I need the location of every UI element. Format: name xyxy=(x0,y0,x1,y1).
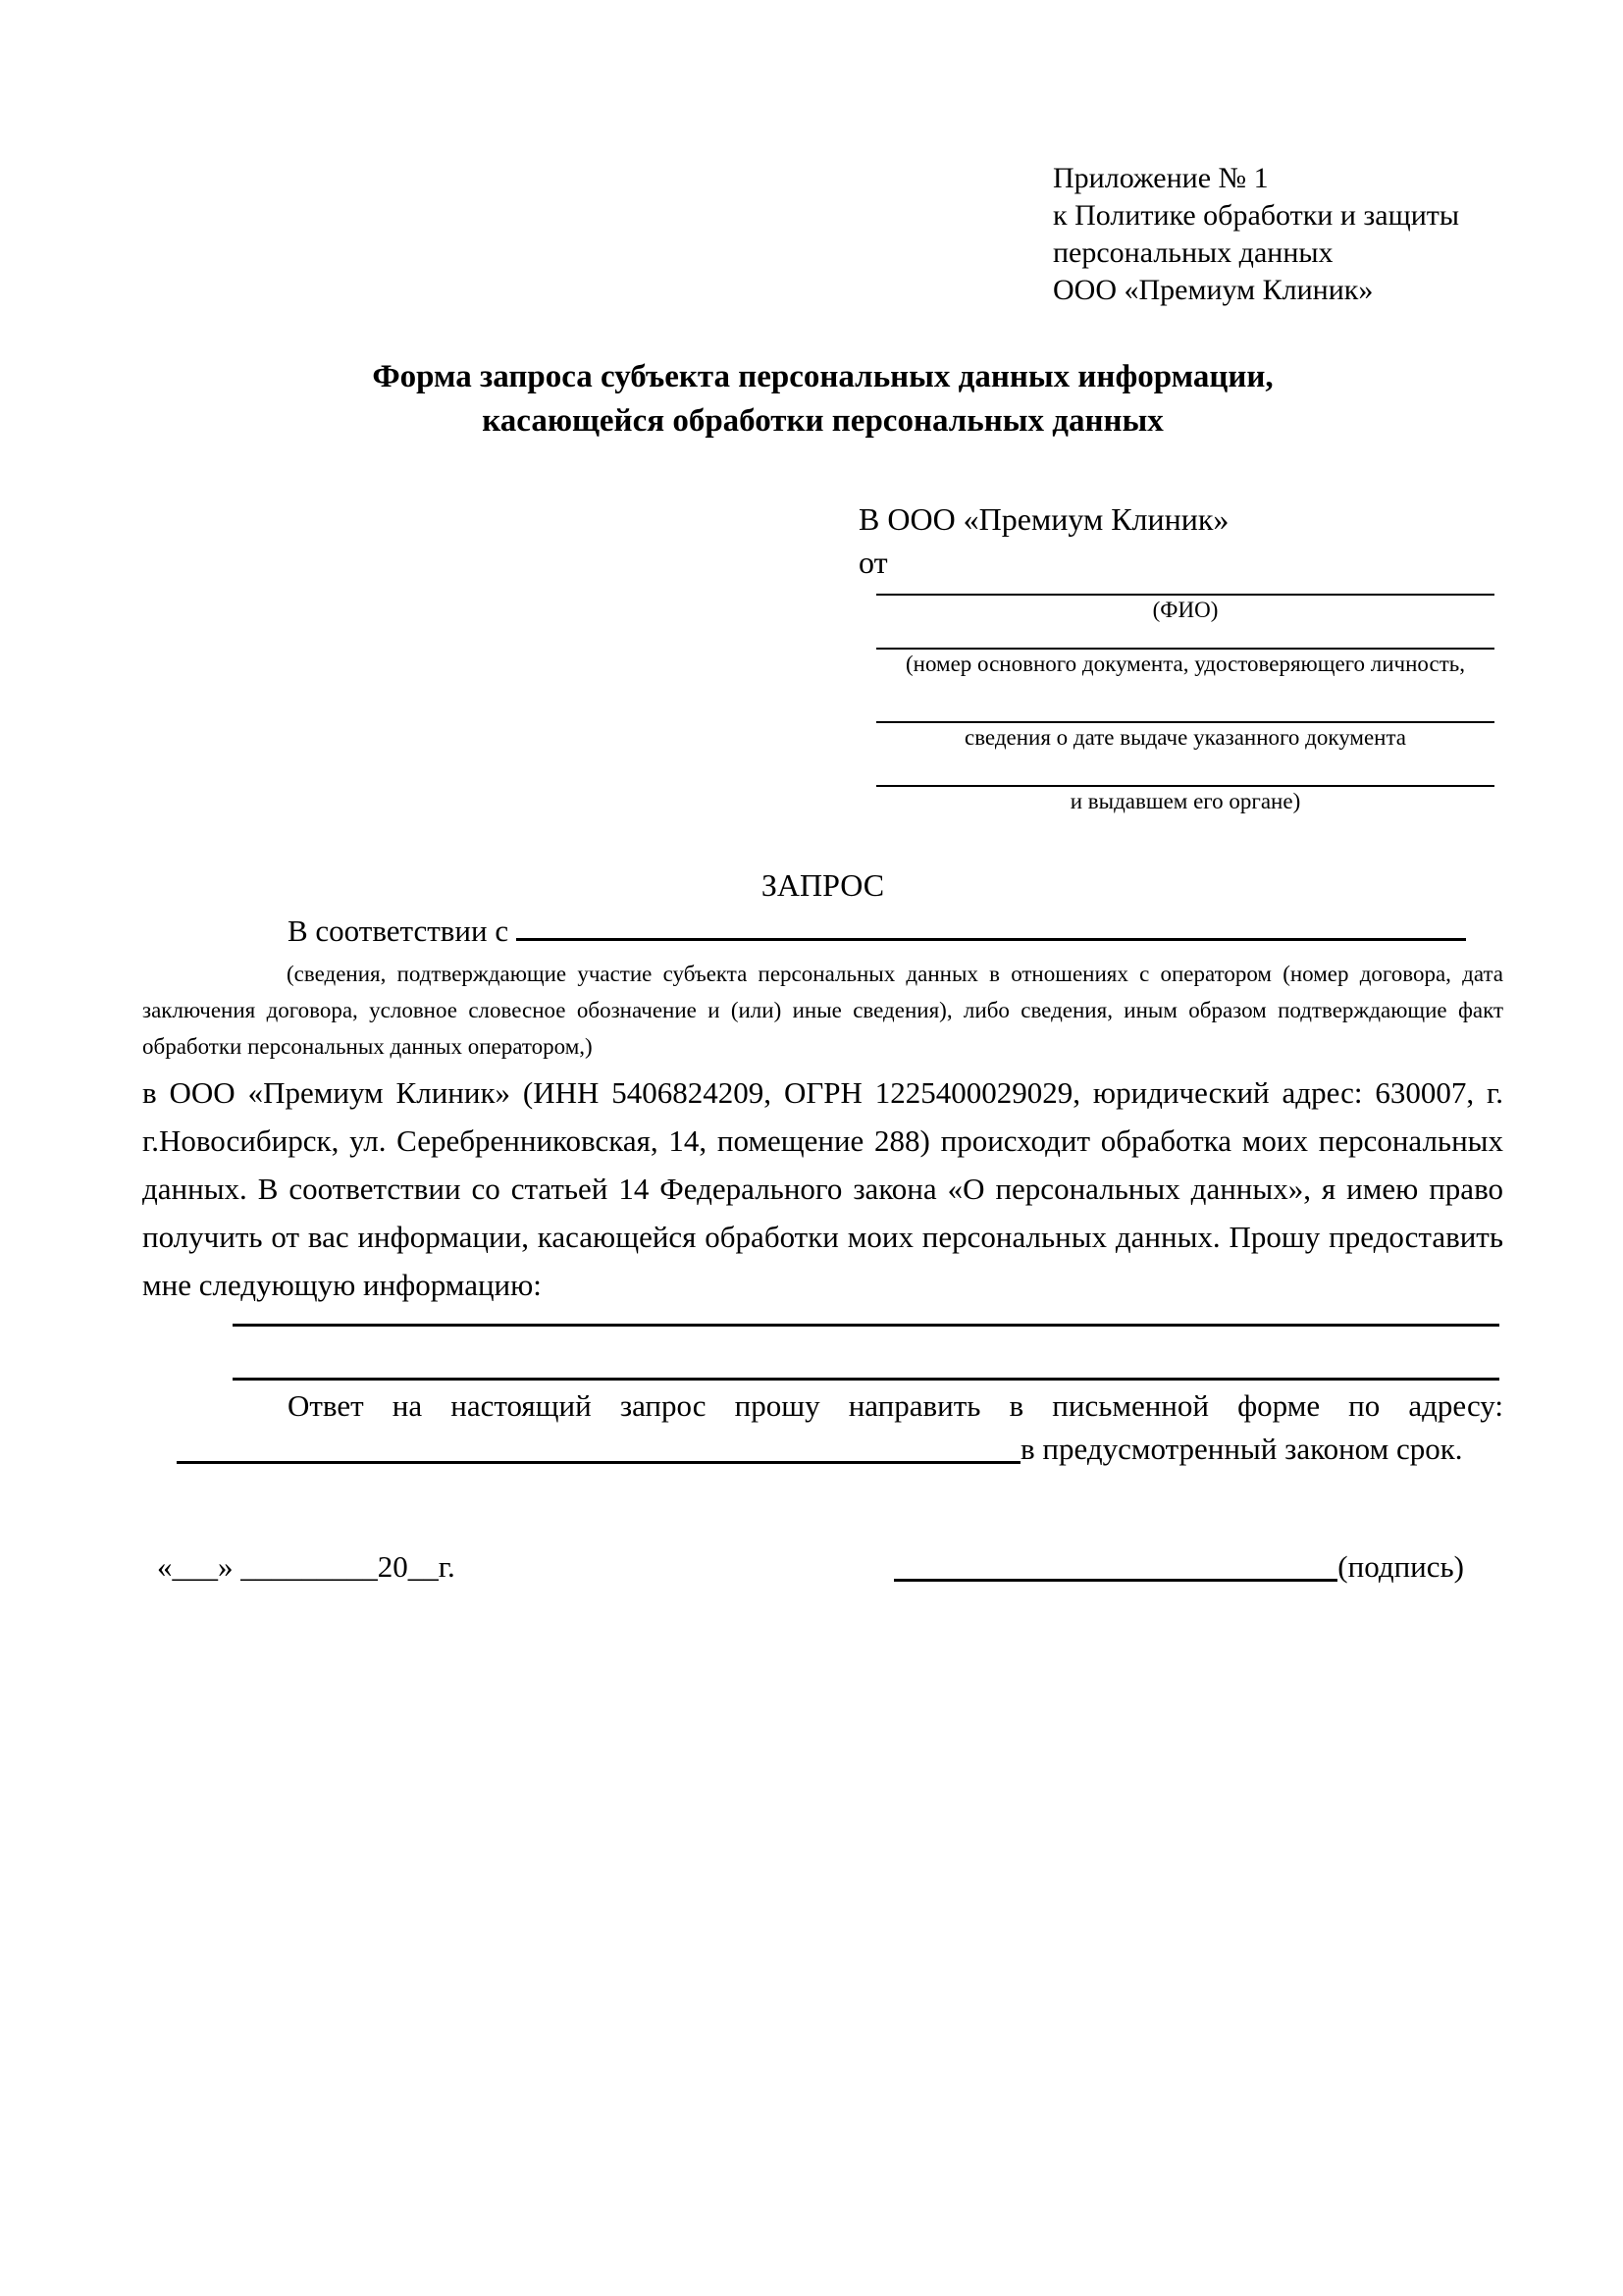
reply-suffix: в предусмотренный законом срок. xyxy=(1021,1432,1463,1466)
signature-caption: (подпись) xyxy=(1337,1549,1464,1584)
fio-caption: (ФИО) xyxy=(1152,598,1219,622)
issue-date-field xyxy=(876,679,1494,753)
accordance-line xyxy=(142,909,1503,954)
signature-group xyxy=(894,1546,1464,1588)
id-document-fill-line xyxy=(876,625,1494,650)
signature-fill-line xyxy=(894,1576,1337,1582)
annex-line: Приложение № 1 xyxy=(1053,162,1269,194)
fine-print-note: (сведения, подтверждающие участие субъекта персональных данных в отношениях с оператором (номер договора, дата заключения договора, условное словесное обозначение и (или) иные сведения), либо сведения, иным образом подтверждающие факт обработки персональных данных оператором,) xyxy=(142,962,1503,1059)
reply-instruction-line: Ответ на настоящий запрос прошу направить в письменной форме по адресу: xyxy=(288,1388,1503,1423)
request-heading: ЗАПРОС xyxy=(760,867,885,903)
annex-line: персональных данных xyxy=(1053,236,1334,269)
fio-fill-line xyxy=(876,584,1494,596)
address-fill-line xyxy=(177,1458,1021,1464)
information-fill-line-2 xyxy=(233,1327,1499,1381)
fio-field xyxy=(876,584,1494,625)
addressee-block xyxy=(859,497,1494,816)
document-title-line1: Форма запроса субъекта персональных данных информации, xyxy=(372,359,1274,394)
issuing-authority-field xyxy=(876,753,1494,816)
id-document-caption: (номер основного документа, удостоверяющего личность, xyxy=(905,652,1465,676)
annex-line: ООО «Премиум Клиник» xyxy=(1053,274,1374,306)
id-document-field xyxy=(876,625,1494,679)
issuing-authority-fill-line xyxy=(876,753,1494,787)
annex-line: к Политике обработки и защиты xyxy=(1053,199,1460,232)
addressee-to: В ООО «Премиум Клиник» xyxy=(859,501,1230,537)
addressee-from-label: от xyxy=(859,545,888,580)
accordance-prefix: В соответствии с xyxy=(288,913,509,948)
footer-row xyxy=(142,1546,1503,1588)
document-title-line2: касающейся обработки персональных данных xyxy=(482,403,1164,439)
request-body-paragraph: в ООО «Премиум Клиник» (ИНН 5406824209, ОГРН 1225400029029, юридический адрес: 630007, г. г.Новосибирск, ул. Серебренниковская, 14, помещение 288) происходит обработка моих персональных данных. В соответствии со статьей 14 Федерального закона «О персональных данных», я имею право получить от вас информации, касающейся обработки моих персональных данных. Прошу предоставить мне следующую информацию: xyxy=(142,1075,1503,1302)
issuing-authority-caption: и выдавшем его органе) xyxy=(1070,789,1301,813)
accordance-fill-line xyxy=(516,938,1466,941)
date-fill-line: «___» _________20__г. xyxy=(157,1549,455,1584)
document-title xyxy=(142,355,1503,444)
issue-date-fill-line xyxy=(876,679,1494,723)
reply-address-line xyxy=(177,1429,1503,1470)
information-fill-line-1 xyxy=(233,1309,1499,1327)
issue-date-caption: сведения о дате выдаче указанного документа xyxy=(964,725,1407,750)
annex-reference-block xyxy=(1053,160,1503,309)
